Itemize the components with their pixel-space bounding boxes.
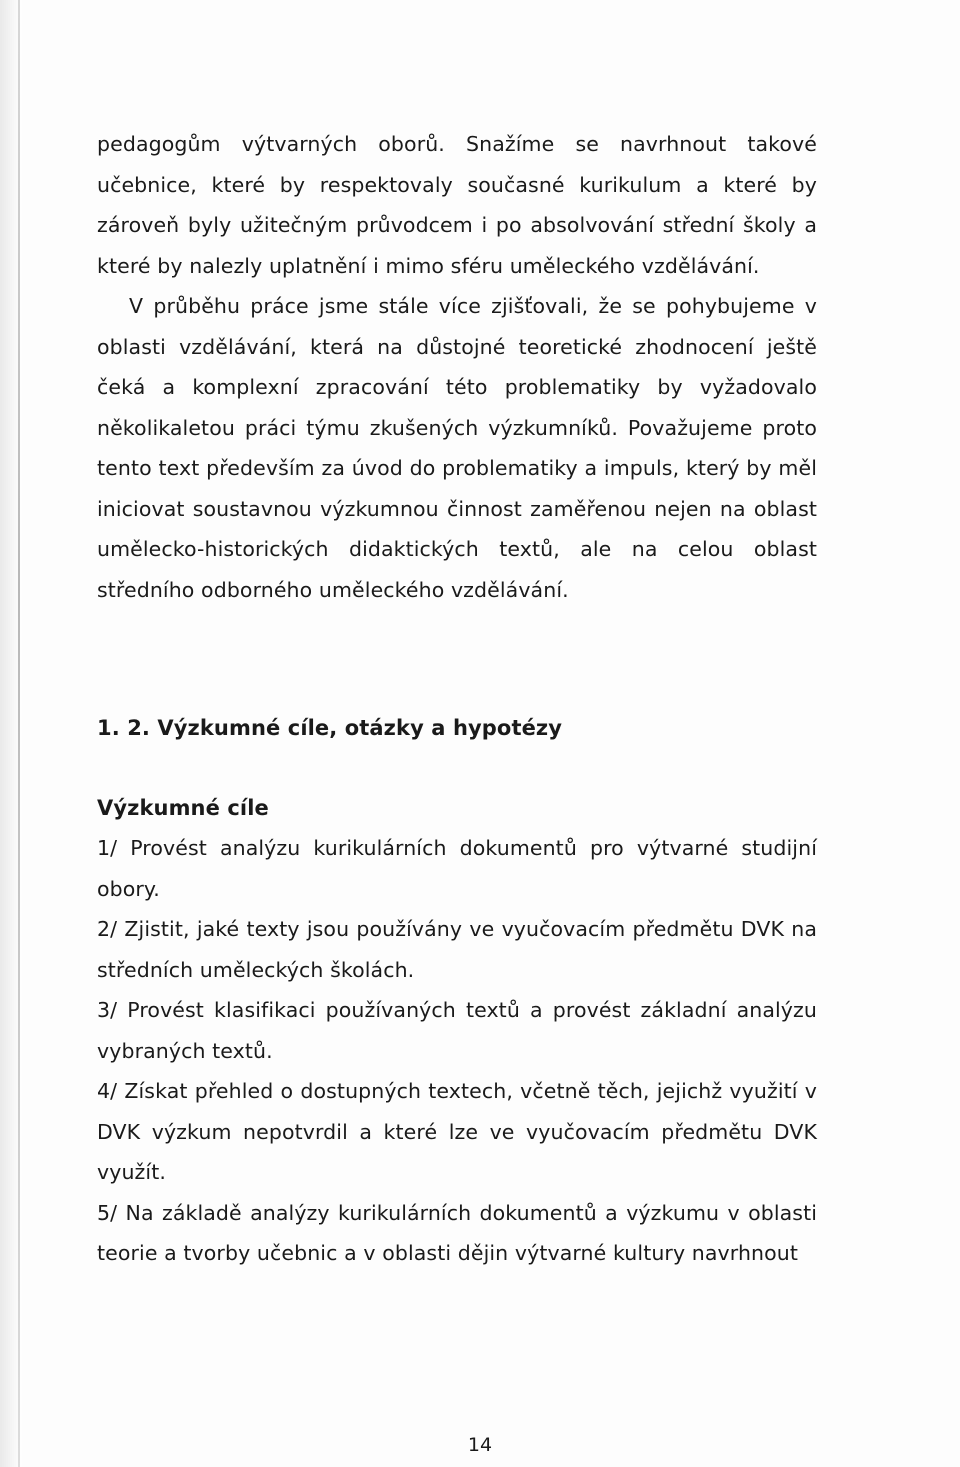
goal-item-2: 2/ Zjistit, jaké texty jsou používány ve vyučovacím předmětu DVK na středních uměleckých školách. [97, 917, 817, 982]
intro-paragraph: pedagogům výtvarných oborů. Snažíme se navrhnout takové učebnice, které by respektovaly současné kurikulum a které by zároveň byly užitečným průvodcem i po absolvování střední školy a které by nalezly uplatnění i mimo sféru uměleckého vzdělávání. [97, 132, 817, 278]
goal-item-1: 1/ Provést analýzu kurikulárních dokumentů pro výtvarné studijní obory. [97, 836, 817, 901]
binding-edge [18, 0, 20, 1467]
second-paragraph: V průběhu práce jsme stále více zjišťovali, že se pohybujeme v oblasti vzdělávání, která na důstojné teoretické zhodnocení ještě čeká a komplexní zpracování této problematiky by vyžadovalo několikaletou práci týmu zkušených výzkumníků. Považujeme proto tento text především za úvod do problematiky a impuls, který by měl iniciovat soustavnou výzkumnou činnost zaměřenou nejen na oblast umělecko-historických didaktických textů, ale na celou oblast středního odborného uměleckého vzdělávání. [97, 294, 817, 602]
section-heading: 1. 2. Výzkumné cíle, otázky a hypotézy [97, 716, 563, 740]
goal-item-5: 5/ Na základě analýzy kurikulárních dokumentů a výzkumu v oblasti teorie a tvorby učebnic a v oblasti dějin výtvarné kultury navrhnout [97, 1200, 817, 1265]
subsection-heading: Výzkumné cíle [97, 796, 269, 820]
page-number: 14 [467, 1434, 493, 1456]
goal-item-3: 3/ Provést klasifikaci používaných textů a provést základní analýzu vybraných textů. [97, 998, 817, 1063]
goal-item-4: 4/ Získat přehled o dostupných textech, včetně těch, jejichž využití v DVK výzkum nepotvrdil a které lze ve vyučovacím předmětu DVK využít. [97, 1079, 817, 1184]
page-content [97, 124, 817, 1274]
